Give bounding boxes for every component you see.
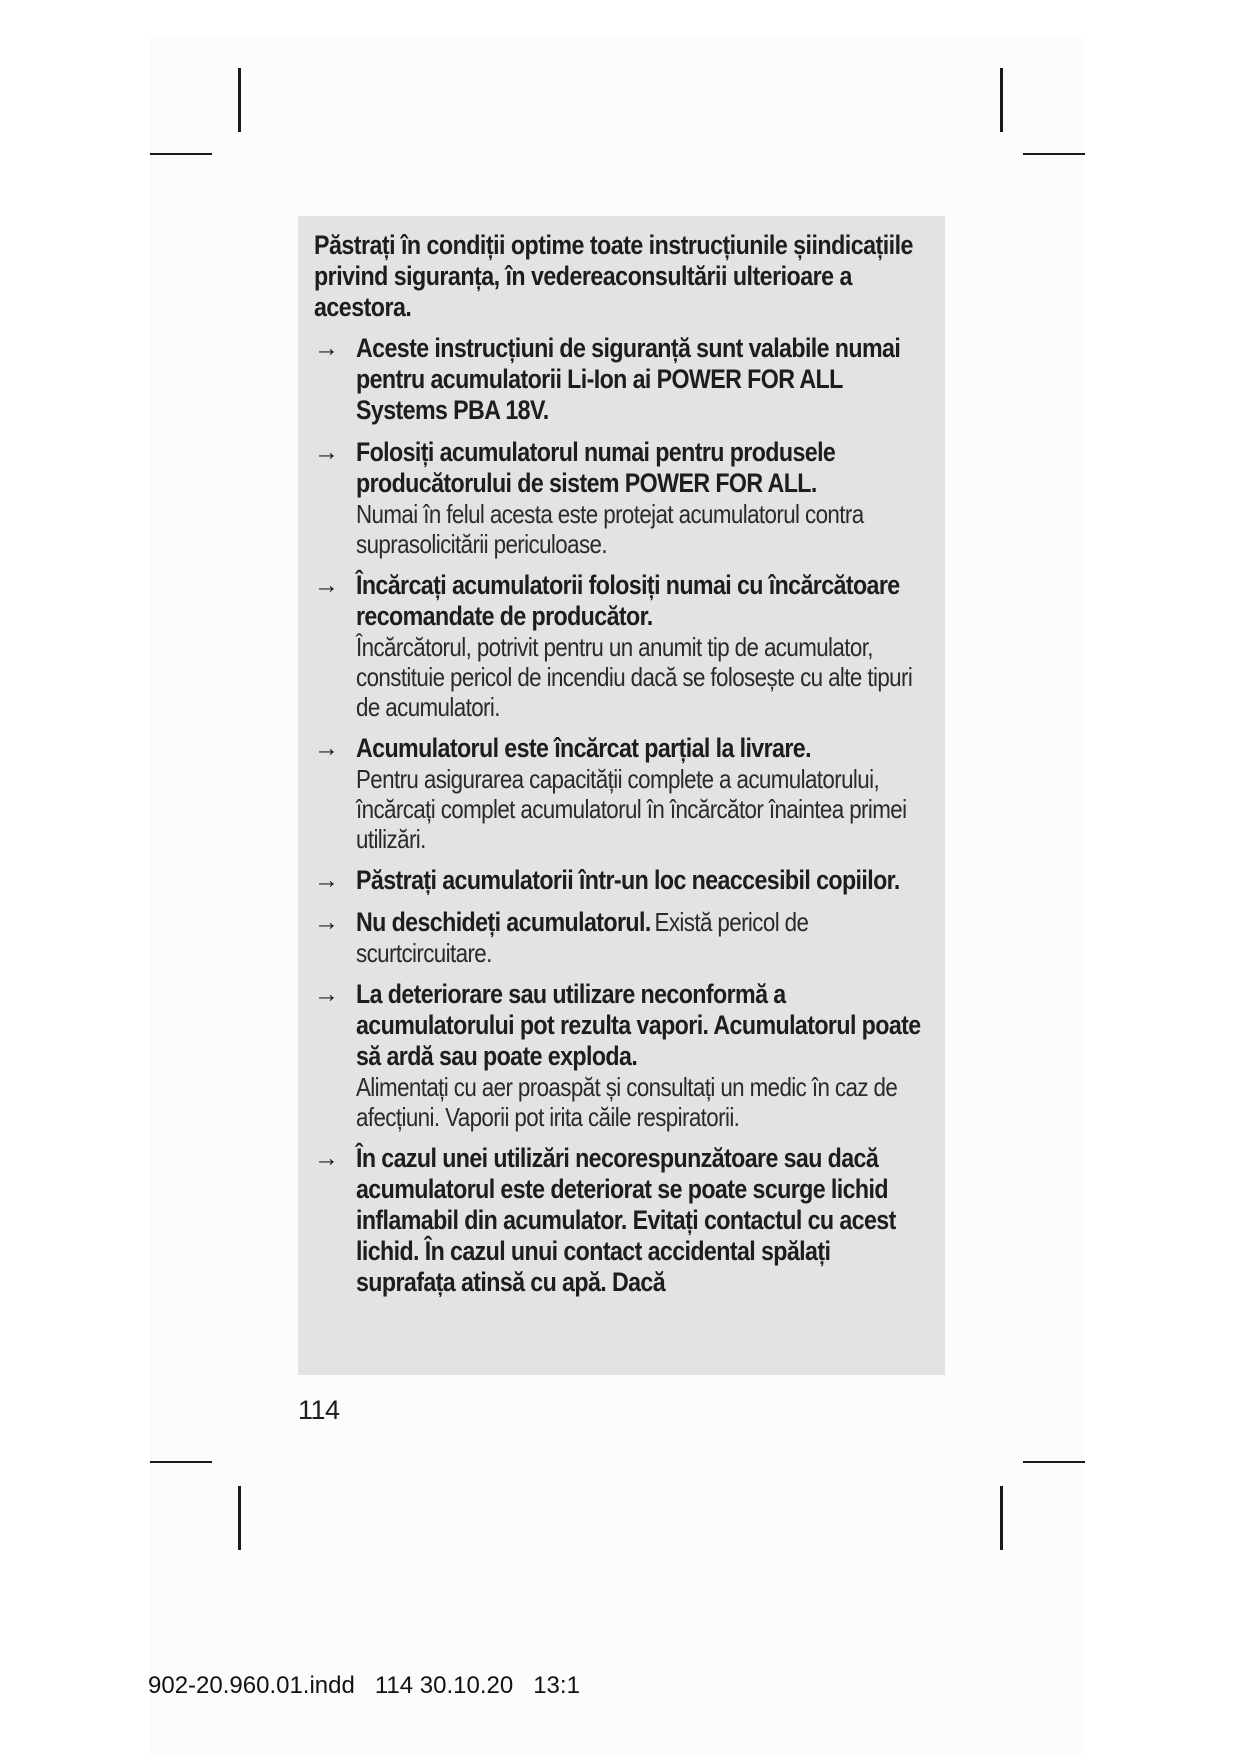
instruction-text: Există pericol de scurtcircuitare.: [356, 907, 809, 968]
instruction-text: Încărcătorul, potrivit pentru un anumit tip de acumulator, constituie pericol de incendiu dacă se folosește cu alte tipuri de acumulatori.: [356, 632, 913, 722]
list-item: [314, 1143, 925, 1298]
instruction-text: Pentru asigurarea capacității complete a acumulatorului, încărcați complet acumulatorul în încărcător înaintea primei utilizări.: [356, 764, 907, 854]
safety-instructions-panel: [298, 216, 945, 1375]
crop-mark: [150, 1461, 212, 1463]
crop-mark: [1023, 153, 1085, 155]
list-item: [314, 907, 925, 968]
crop-mark: [1023, 1461, 1085, 1463]
list-item: [314, 733, 925, 854]
arrow-icon: →: [314, 334, 339, 362]
instruction-bold: La deteriorare sau utilizare neconformă a acumulatorului pot rezulta vapori. Acumulatorul poate să ardă sau poate exploda.: [356, 979, 921, 1071]
arrow-icon: →: [314, 571, 339, 599]
crop-mark: [1000, 68, 1003, 132]
arrow-icon: →: [314, 866, 339, 894]
instruction-bold: Păstrați acumulatorii într-un loc neaccesibil copiilor.: [356, 865, 900, 895]
instruction-bold: Aceste instrucțiuni de siguranță sunt valabile numai pentru acumulatorii Li-Ion ai POWER FOR ALL Systems PBA 18V.: [356, 333, 901, 425]
crop-mark: [238, 68, 241, 132]
instruction-list: [314, 333, 925, 1298]
crop-mark: [150, 153, 212, 155]
instruction-bold: Încărcați acumulatorii folosiți numai cu încărcătoare recomandate de producător.: [356, 570, 900, 631]
arrow-icon: →: [314, 908, 339, 936]
arrow-icon: →: [314, 734, 339, 762]
crop-mark: [238, 1486, 241, 1550]
arrow-icon: →: [314, 438, 339, 466]
list-item: [314, 333, 925, 426]
page-number: 114: [298, 1395, 340, 1425]
instruction-bold: Acumulatorul este încărcat parțial la livrare.: [356, 733, 811, 763]
arrow-icon: →: [314, 1144, 339, 1172]
arrow-icon: →: [314, 980, 339, 1008]
instruction-bold: În cazul unei utilizări necorespunzătoare sau dacă acumulatorul este deteriorat se poate scurge lichid inflamabil din acumulator. Evitați contactul cu acest lichid. În cazul unui contact accidental spălați suprafața atinsă cu apă. Dacă: [356, 1143, 896, 1297]
list-item: [314, 437, 925, 559]
list-item: [314, 570, 925, 722]
print-slug: 902-20.960.01.indd 114 30.10.20 13:1: [148, 1672, 580, 1699]
intro-paragraph: Păstrați în condiții optime toate instrucțiunile șiindicațiile privind siguranța, în vedereaconsultării ulterioare a acestora.: [314, 230, 913, 322]
instruction-text: Numai în felul acesta este protejat acumulatorul contra suprasolicitării periculoase.: [356, 499, 864, 559]
list-item: [314, 865, 925, 896]
crop-mark: [1000, 1486, 1003, 1550]
instruction-text: Alimentați cu aer proaspăt și consultați un medic în caz de afecțiuni. Vaporii pot irita căile respiratorii.: [356, 1072, 898, 1132]
instruction-bold: Nu deschideți acumulatorul.: [356, 907, 651, 937]
instruction-bold: Folosiți acumulatorul numai pentru produsele producătorului de sistem POWER FOR ALL.: [356, 437, 836, 498]
list-item: [314, 979, 925, 1132]
